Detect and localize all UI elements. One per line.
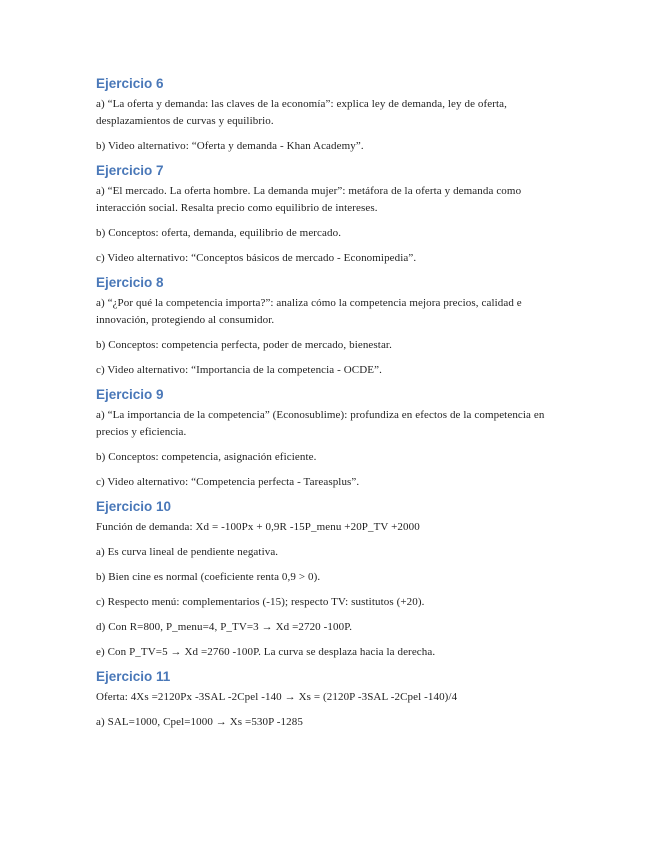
paragraph: a) “La importancia de la competencia” (Econosublime): profundiza en efectos de la competencia en precios y eficiencia. <box>96 409 545 438</box>
section-ejercicio-8 <box>96 275 567 379</box>
paragraph: b) Bien cine es normal (coeficiente renta 0,9 > 0). <box>96 571 321 583</box>
paragraph: a) Es curva lineal de pendiente negativa. <box>96 546 279 558</box>
paragraph: b) Conceptos: competencia, asignación eficiente. <box>96 451 317 463</box>
paragraph: c) Video alternativo: “Importancia de la competencia - OCDE”. <box>96 364 382 376</box>
section-ejercicio-7 <box>96 163 567 267</box>
paragraph: c) Respecto menú: complementarios (-15); respecto TV: sustitutos (+20). <box>96 596 425 608</box>
section-heading: Ejercicio 8 <box>96 275 164 290</box>
paragraph: e) Con P_TV=5 → Xd =2760 -100P. La curva se desplaza hacia la derecha. <box>96 646 436 658</box>
paragraph: a) SAL=1000, Cpel=1000 → Xs =530P -1285 <box>96 716 303 728</box>
paragraph: c) Video alternativo: “Competencia perfecta - Tareasplus”. <box>96 476 360 488</box>
section-ejercicio-6 <box>96 76 567 155</box>
section-ejercicio-9 <box>96 387 567 491</box>
paragraph: d) Con R=800, P_menu=4, P_TV=3 → Xd =2720 -100P. <box>96 621 353 633</box>
paragraph: c) Video alternativo: “Conceptos básicos de mercado - Economipedia”. <box>96 252 417 264</box>
section-heading: Ejercicio 7 <box>96 163 164 178</box>
section-ejercicio-10 <box>96 499 567 661</box>
paragraph: a) “La oferta y demanda: las claves de la economía”: explica ley de demanda, ley de oferta, desplazamientos de curvas y equilibrio. <box>96 98 508 127</box>
paragraph: b) Conceptos: oferta, demanda, equilibrio de mercado. <box>96 227 342 239</box>
paragraph: b) Video alternativo: “Oferta y demanda - Khan Academy”. <box>96 140 364 152</box>
paragraph: b) Conceptos: competencia perfecta, poder de mercado, bienestar. <box>96 339 392 351</box>
paragraph: a) “¿Por qué la competencia importa?”: analiza cómo la competencia mejora precios, calidad e innovación, protegiendo al consumidor. <box>96 297 522 326</box>
section-heading: Ejercicio 6 <box>96 76 164 91</box>
section-heading: Ejercicio 9 <box>96 387 164 402</box>
paragraph: Función de demanda: Xd = -100Px + 0,9R -15P_menu +20P_TV +2000 <box>96 521 420 533</box>
section-heading: Ejercicio 11 <box>96 669 171 684</box>
paragraph: Oferta: 4Xs =2120Px -3SAL -2Cpel -140 → Xs = (2120P -3SAL -2Cpel -140)/4 <box>96 691 458 703</box>
section-heading: Ejercicio 10 <box>96 499 172 514</box>
section-ejercicio-11 <box>96 669 567 731</box>
paragraph: a) “El mercado. La oferta hombre. La demanda mujer”: metáfora de la oferta y demanda como interacción social. Resalta precio como equilibrio de intereses. <box>96 185 522 214</box>
